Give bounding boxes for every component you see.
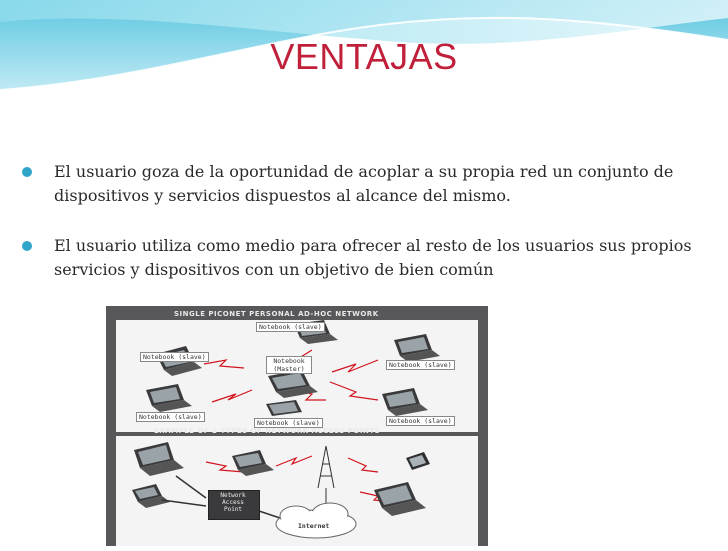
label-internet: Internet (298, 522, 330, 530)
label-notebook-slave-bottom-left: Notebook (slave) (136, 412, 205, 422)
network-diagram-image (106, 306, 488, 546)
bullet-text: El usuario goza de la oportunidad de acoplar a su propia red un conjunto de dispositivos y servicios dispuestos al alcance del mismo. (54, 162, 674, 205)
mobile-phone-icon (406, 452, 430, 470)
bullet-text: El usuario utiliza como medio para ofrecer al resto de los usuarios sus propios servicios y dispositivos con un objetivo de bien común (54, 236, 692, 279)
label-notebook-slave-left: Notebook (slave) (140, 352, 209, 362)
laptop-icon (382, 388, 428, 416)
laptop-icon (374, 482, 426, 516)
internet-cloud-icon (276, 503, 356, 538)
label-network-access-point: Network Access Point (212, 492, 254, 513)
laptop-icon (266, 400, 302, 416)
laptop-icon (134, 442, 184, 476)
bullet-dot-icon (22, 167, 32, 177)
label-notebook-slave-bottom-right: Notebook (slave) (386, 416, 455, 426)
laptop-icon (394, 334, 440, 362)
diagram-bottom-title: EXAMPLE OF 2 TYPES OF NETWORK ACCESS POINTS (154, 427, 381, 435)
bullet-list (14, 160, 704, 308)
label-notebook-slave-top: Notebook (slave) (256, 322, 325, 332)
label-notebook-slave-bottom: Notebook (slave) (254, 418, 323, 428)
bullet-item (14, 234, 704, 282)
label-notebook-slave-right: Notebook (slave) (386, 360, 455, 370)
bullet-item (14, 160, 704, 208)
bullet-dot-icon (22, 241, 32, 251)
label-notebook-master: Notebook (Master) (266, 356, 312, 374)
slide-title: VENTAJAS (270, 36, 458, 77)
diagram-top-title: SINGLE PICONET PERSONAL AD-HOC NETWORK (174, 310, 379, 318)
piconet-panel (116, 320, 478, 432)
access-points-panel (116, 436, 478, 546)
laptop-icon (132, 484, 170, 508)
laptop-icon (146, 384, 192, 412)
